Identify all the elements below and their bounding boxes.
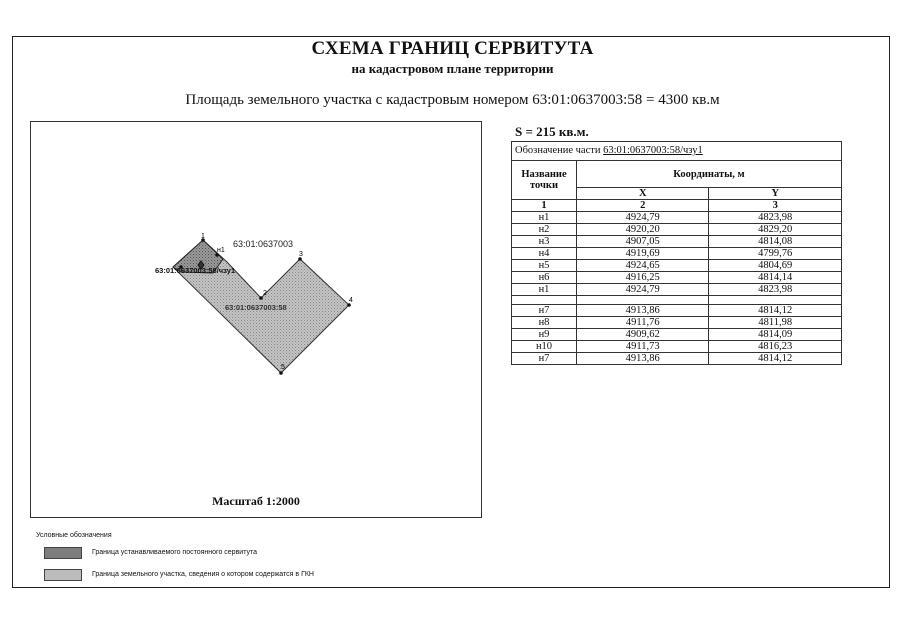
coords-group-2 [512, 305, 842, 365]
cell-y: 4814,09 [709, 329, 842, 341]
cell-x: 4907,05 [577, 236, 709, 248]
point-label-2: 2 [263, 290, 267, 297]
cell-y: 4814,12 [709, 305, 842, 317]
table-row [512, 260, 842, 272]
designation-label: Обозначение части [515, 145, 601, 156]
cell-y: 4814,12 [709, 353, 842, 365]
point-label-5: 5 [281, 364, 285, 371]
table-row [512, 272, 842, 284]
cell-y: 4814,14 [709, 272, 842, 284]
cell-name: н1 [512, 212, 577, 224]
cell-y: 4823,98 [709, 212, 842, 224]
col-number-1: 1 [512, 200, 577, 212]
col-header-point-name: Название точки [512, 161, 577, 200]
cell-x: 4920,20 [577, 224, 709, 236]
cell-y: 4811,98 [709, 317, 842, 329]
cell-x: 4911,76 [577, 317, 709, 329]
easement-number-label: 63:01:0637003:58/чзу1 [155, 266, 236, 275]
table-row [512, 284, 842, 296]
col-header-x: X [577, 188, 709, 200]
table-row [512, 317, 842, 329]
cell-y: 4823,98 [709, 284, 842, 296]
designation-value: 63:01:0637003:58/чзу1 [603, 145, 703, 156]
cell-y: 4799,76 [709, 248, 842, 260]
page-subtitle: на кадастровом плане территории [351, 61, 554, 76]
cell-x: 4919,69 [577, 248, 709, 260]
point-label-1: 1 [201, 233, 205, 240]
table-row [512, 212, 842, 224]
header-row-numbers [512, 200, 842, 212]
point-label-4: 4 [349, 297, 353, 304]
group-separator [512, 296, 842, 305]
legend-swatch-parcel [44, 569, 82, 581]
cell-name: н8 [512, 317, 577, 329]
cell-y: 4814,08 [709, 236, 842, 248]
col-number-2: 2 [577, 200, 709, 212]
table-row [512, 353, 842, 365]
map-drawing [31, 122, 481, 517]
col-number-3: 3 [709, 200, 842, 212]
cell-name: н9 [512, 329, 577, 341]
cell-name: н5 [512, 260, 577, 272]
cell-y: 4829,20 [709, 224, 842, 236]
table-row [512, 224, 842, 236]
legend-label-easement: Граница устанавливаемого постоянного сервитута [92, 549, 258, 556]
coords-group-1 [512, 212, 842, 296]
parcel-number-label: 63:01:0637003:58 [225, 303, 287, 312]
col-header-coords: Координаты, м [577, 161, 842, 188]
legend-swatch-easement [44, 547, 82, 559]
cell-y: 4816,23 [709, 341, 842, 353]
easement-area: S = 215 кв.м. [515, 124, 589, 139]
legend-label-parcel: Граница земельного участка, сведения о котором содержатся в ГКН [92, 571, 314, 578]
col-header-y: Y [709, 188, 842, 200]
table-row [512, 236, 842, 248]
cell-name: н10 [512, 341, 577, 353]
cadastral-map [30, 121, 482, 518]
coordinates-table [511, 141, 842, 365]
table-row [512, 329, 842, 341]
cell-name: н7 [512, 305, 577, 317]
page-title: СХЕМА ГРАНИЦ СЕРВИТУТА [311, 38, 594, 59]
designation-row [512, 142, 842, 161]
cell-x: 4911,73 [577, 341, 709, 353]
quarter-number-label: 63:01:0637003 [233, 239, 294, 249]
cell-x: 4924,79 [577, 284, 709, 296]
cell-x: 4916,25 [577, 272, 709, 284]
parcel-area-line: Площадь земельного участка с кадастровым номером 63:01:0637003:58 = 4300 кв.м [185, 92, 720, 108]
table-row [512, 305, 842, 317]
cell-name: н7 [512, 353, 577, 365]
cell-name: н4 [512, 248, 577, 260]
cell-name: н2 [512, 224, 577, 236]
table-row [512, 248, 842, 260]
cell-name: н1 [512, 284, 577, 296]
cell-x: 4913,86 [577, 353, 709, 365]
cell-x: 4924,79 [577, 212, 709, 224]
cell-name: н6 [512, 272, 577, 284]
cell-x: 4913,86 [577, 305, 709, 317]
point-label-3: 3 [299, 251, 303, 258]
cell-name: н3 [512, 236, 577, 248]
cell-x: 4909,62 [577, 329, 709, 341]
vertex-marker-5 [279, 371, 283, 375]
header-row [512, 161, 842, 188]
cell-x: 4924,65 [577, 260, 709, 272]
point-label-n1: н1 [217, 247, 225, 254]
map-scale: Масштаб 1:2000 [212, 494, 300, 508]
legend-title: Условные обозначения [36, 532, 112, 539]
cell-y: 4804,69 [709, 260, 842, 272]
table-row [512, 341, 842, 353]
